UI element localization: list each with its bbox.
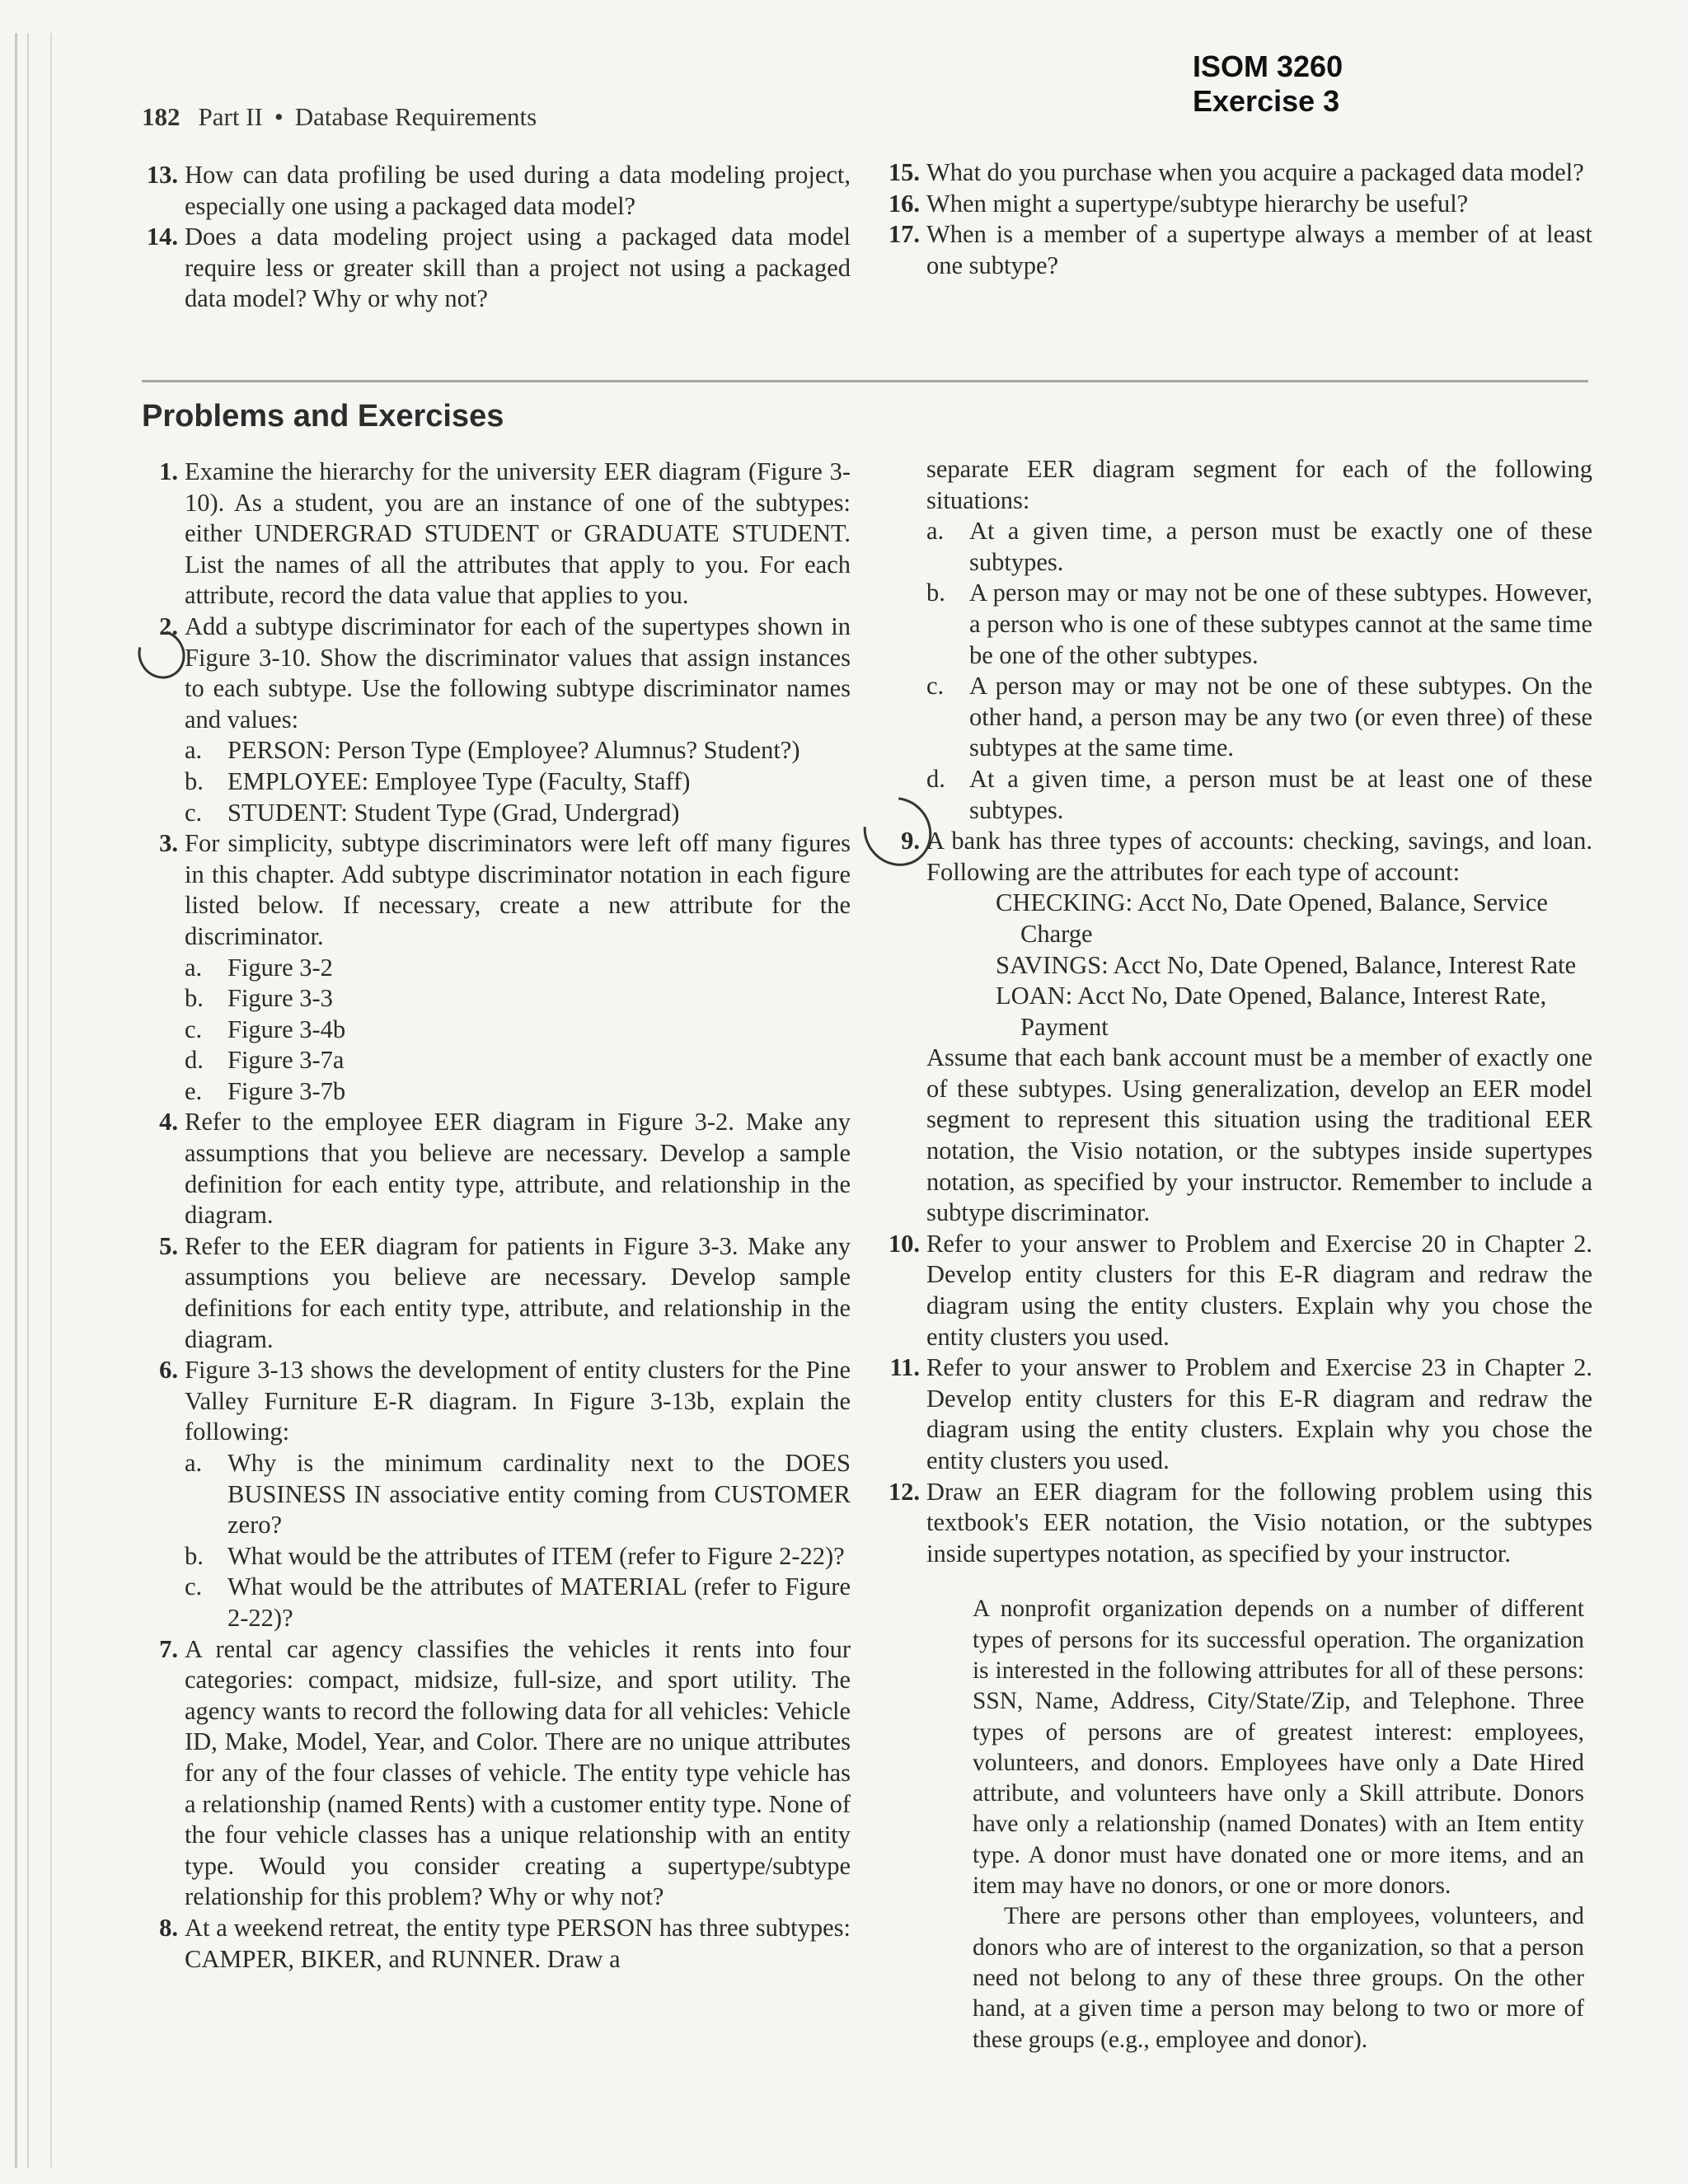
question-text: Does a data modeling project using a packaged data model require less or greater skill than a project not using a packaged data model? Why or why not?	[185, 223, 851, 313]
problem-8d	[884, 764, 1592, 826]
problem-6b	[142, 1541, 851, 1572]
sub-letter: a.	[185, 1449, 203, 1477]
scenario-paragraph-1: A nonprofit organization depends on a number of different types of persons for its successful operation. The organization is interested in the following attributes for all of these persons: SSN, Name, Address, City/State/Zip, and Telephone. Three types of persons are of greatest interest: employees, volunteers, and donors. Employees have only a Date Hired attribute, and volunteers have only a Skill attribute. Donors have only a relationship (named Donates) with an Item entity type. A donor must have donated one or more items, and an item may have no donors, or one or more donors.	[973, 1596, 1584, 1900]
problems-left-column	[142, 457, 851, 1975]
problem-text: Figure 3-13 shows the development of entity clusters for the Pine Valley Furniture E-R diagram. In Figure 3-13b, explain the following:	[185, 1356, 851, 1446]
account-loan: LOAN: Acct No, Date Opened, Balance, Interest Rate, Payment	[996, 982, 1547, 1041]
account-attribute-list	[884, 888, 1592, 1043]
running-header	[142, 102, 537, 132]
problem-9-instructions: Assume that each bank account must be a member of exactly one of these subtypes. Using generalization, develop an EER model segment to represent this situation using the traditional EER notation, the Visio notation, or the subtypes inside supertypes notation, as specified by your instructor. Remember to include a subtype discriminator.	[926, 1043, 1592, 1227]
question-text: When might a supertype/subtype hierarchy be useful?	[926, 189, 1469, 218]
sub-text: Figure 3-2	[227, 953, 333, 982]
header-bullet: •	[274, 102, 284, 131]
question-number: 15.	[888, 158, 920, 186]
page-number: 182	[142, 102, 181, 131]
sub-letter: b.	[926, 579, 945, 607]
sub-letter: b.	[185, 766, 204, 795]
book-binding-edge	[15, 33, 52, 2168]
review-question	[884, 219, 1592, 281]
sub-text: What would be the attributes of MATERIAL (refer to Figure 2-22)?	[227, 1572, 851, 1632]
question-text: What do you purchase when you acquire a packaged data model?	[926, 158, 1584, 186]
problem-number: 6.	[159, 1356, 178, 1385]
chapter-title: Database Requirements	[294, 102, 537, 131]
problem-7	[142, 1634, 851, 1913]
review-questions-left	[142, 160, 851, 315]
problem-number: 2.	[159, 612, 178, 640]
problem-6c	[142, 1572, 851, 1633]
sub-letter: c.	[926, 672, 945, 701]
problem-number: 7.	[159, 1634, 178, 1663]
problem-3c	[142, 1015, 851, 1046]
problem-number: 12.	[888, 1477, 920, 1506]
problem-3d	[142, 1045, 851, 1076]
sub-letter: e.	[185, 1076, 203, 1105]
account-savings: SAVINGS: Acct No, Date Opened, Balance, Interest Rate	[996, 950, 1577, 979]
problem-5	[142, 1231, 851, 1355]
problem-text: Refer to your answer to Problem and Exercise 20 in Chapter 2. Develop entity clusters for this E-R diagram and redraw the diagram using the entity clusters. Explain why you chose the entity clusters you used.	[926, 1229, 1592, 1351]
sub-text: Figure 3-7a	[227, 1046, 345, 1075]
sub-letter: c.	[185, 1572, 203, 1601]
question-number: 14.	[146, 223, 178, 251]
problem-text: A bank has three types of accounts: checking, savings, and loan. Following are the attributes for each type of account:	[926, 827, 1592, 886]
problem-4	[142, 1107, 851, 1230]
problem-number: 8.	[159, 1913, 178, 1942]
problem-2	[142, 612, 851, 735]
exercise-label: Exercise 3	[1193, 84, 1340, 118]
problem-6a	[142, 1448, 851, 1541]
problems-right-column	[884, 454, 1592, 2055]
sub-letter: b.	[185, 984, 204, 1013]
problem-1	[142, 457, 851, 612]
part-label: Part II	[198, 102, 263, 131]
sub-letter: a.	[185, 736, 203, 765]
problem-12	[884, 1477, 1592, 1570]
account-checking: CHECKING: Acct No, Date Opened, Balance, Service Charge	[996, 888, 1548, 948]
question-text: How can data profiling be used during a data modeling project, especially one using a packaged data model?	[185, 161, 851, 220]
question-text: When is a member of a supertype always a member of at least one subtype?	[926, 220, 1592, 279]
review-questions-right	[884, 157, 1592, 281]
problem-8	[142, 1913, 851, 1975]
problem-8b	[884, 578, 1592, 671]
problem-text: Refer to the EER diagram for patients in Figure 3-3. Make any assumptions you believe are necessary. Develop sample definitions for each entity type, attribute, and relationship in the diagram.	[185, 1231, 851, 1353]
problem-8c	[884, 671, 1592, 764]
sub-text: At a given time, a person must be at least one of these subtypes.	[969, 764, 1592, 824]
sub-letter: a.	[926, 517, 945, 546]
review-question	[884, 189, 1592, 220]
problem-3b	[142, 983, 851, 1015]
section-title: Problems and Exercises	[142, 399, 504, 434]
sub-text: Why is the minimum cardinality next to the DOES BUSINESS IN associative entity coming from CUSTOMER zero?	[227, 1449, 851, 1540]
problem-text: Refer to the employee EER diagram in Figure 3-2. Make any assumptions that you believe are necessary. Develop a sample definition for each entity type, attribute, and relationship in the diagram.	[185, 1108, 851, 1230]
problem-text: A rental car agency classifies the vehicles it rents into four categories: compact, midsize, full-size, and sport utility. The agency wants to record the following data for all vehicles: Vehicle ID, Make, Model, Year, and Color. There are no unique attributes for any of the four classes of vehicle. The entity type vehicle has a relationship (named Rents) with a customer entity type. None of the four vehicle classes has a unique relationship with an entity type. Would you consider creating a supertype/subtype relationship for this problem? Why or why not?	[185, 1634, 851, 1911]
course-code: ISOM 3260	[1193, 49, 1343, 83]
sub-letter: d.	[185, 1046, 204, 1075]
question-number: 17.	[888, 220, 920, 249]
problem-text: Draw an EER diagram for the following problem using this textbook's EER notation, the Visio notation, or the subtypes inside supertypes notation, as specified by your instructor.	[926, 1477, 1592, 1568]
problem-9	[884, 826, 1592, 888]
sub-text: EMPLOYEE: Employee Type (Faculty, Staff)	[227, 766, 691, 795]
problem-3a	[142, 953, 851, 984]
problem-number: 3.	[159, 829, 178, 858]
sub-text: PERSON: Person Type (Employee? Alumnus? Student?)	[227, 736, 800, 765]
sub-text: STUDENT: Student Type (Grad, Undergrad)	[227, 798, 680, 827]
sub-letter: d.	[926, 764, 945, 793]
sub-letter: b.	[185, 1541, 204, 1570]
problem-8-continuation: separate EER diagram segment for each of the following situations:	[926, 455, 1592, 514]
sub-text: Figure 3-4b	[227, 1015, 346, 1043]
sub-text: A person may or may not be one of these subtypes. On the other hand, a person may be any two (or even three) of these subtypes at the same time.	[969, 672, 1592, 762]
problem-text: At a weekend retreat, the entity type PERSON has three subtypes: CAMPER, BIKER, and RUNNER. Draw a	[185, 1913, 851, 1973]
sub-text: Figure 3-7b	[227, 1076, 346, 1105]
problem-number: 1.	[159, 457, 178, 485]
review-question	[142, 160, 851, 222]
problem-text: For simplicity, subtype discriminators were left off many figures in this chapter. Add subtype discriminator notation in each figure listed below. If necessary, create a new attribute for the discriminator.	[185, 829, 851, 950]
sub-text: What would be the attributes of ITEM (refer to Figure 2-22)?	[227, 1541, 845, 1570]
problem-3e	[142, 1076, 851, 1108]
problem-2b	[142, 766, 851, 798]
problem-8a	[884, 516, 1592, 578]
problem-text: Examine the hierarchy for the university EER diagram (Figure 3-10). As a student, you are an instance of one of the subtypes: either UNDERGRAD STUDENT or GRADUATE STUDENT. List the names of all the attributes that apply to you. For each attribute, record the data value that applies to you.	[185, 457, 851, 610]
sub-letter: c.	[185, 1015, 203, 1043]
scenario-paragraph-2: There are persons other than employees, volunteers, and donors who are of interest to the organization, so that a person need not belong to any of these three groups. On the other hand, at a given time a person may belong to two or more of these groups (e.g., employee and donor).	[973, 1903, 1584, 2053]
problem-number: 4.	[159, 1108, 178, 1137]
problem-2a	[142, 735, 851, 766]
problem-text: Refer to your answer to Problem and Exercise 23 in Chapter 2. Develop entity clusters for this E-R diagram and redraw the diagram using the entity clusters. Explain why you chose the entity clusters you used.	[926, 1353, 1592, 1474]
problem-text: Add a subtype discriminator for each of the supertypes shown in Figure 3-10. Show the discriminator values that assign instances to each subtype. Use the following subtype discriminator names and values:	[185, 612, 851, 733]
problem-12-scenario	[884, 1594, 1592, 2055]
sub-text: A person may or may not be one of these subtypes. However, a person who is one of these subtypes cannot at the same time be one of the other subtypes.	[969, 579, 1592, 669]
review-question	[142, 222, 851, 315]
problem-number: 10.	[888, 1229, 920, 1258]
sub-letter: a.	[185, 953, 203, 982]
problem-number: 11.	[889, 1353, 920, 1382]
problem-number: 5.	[159, 1231, 178, 1260]
sub-text: At a given time, a person must be exactly one of these subtypes.	[969, 517, 1592, 576]
problem-3	[142, 828, 851, 952]
sub-letter: c.	[185, 798, 203, 827]
question-number: 13.	[146, 161, 178, 189]
question-number: 16.	[888, 189, 920, 218]
sub-text: Figure 3-3	[227, 984, 333, 1013]
course-label	[1193, 49, 1343, 119]
problem-6	[142, 1355, 851, 1448]
problem-11	[884, 1352, 1592, 1476]
problem-10	[884, 1229, 1592, 1352]
problem-number: 9.	[901, 827, 920, 855]
review-question	[884, 157, 1592, 189]
problem-2c	[142, 798, 851, 829]
section-divider	[142, 380, 1588, 382]
